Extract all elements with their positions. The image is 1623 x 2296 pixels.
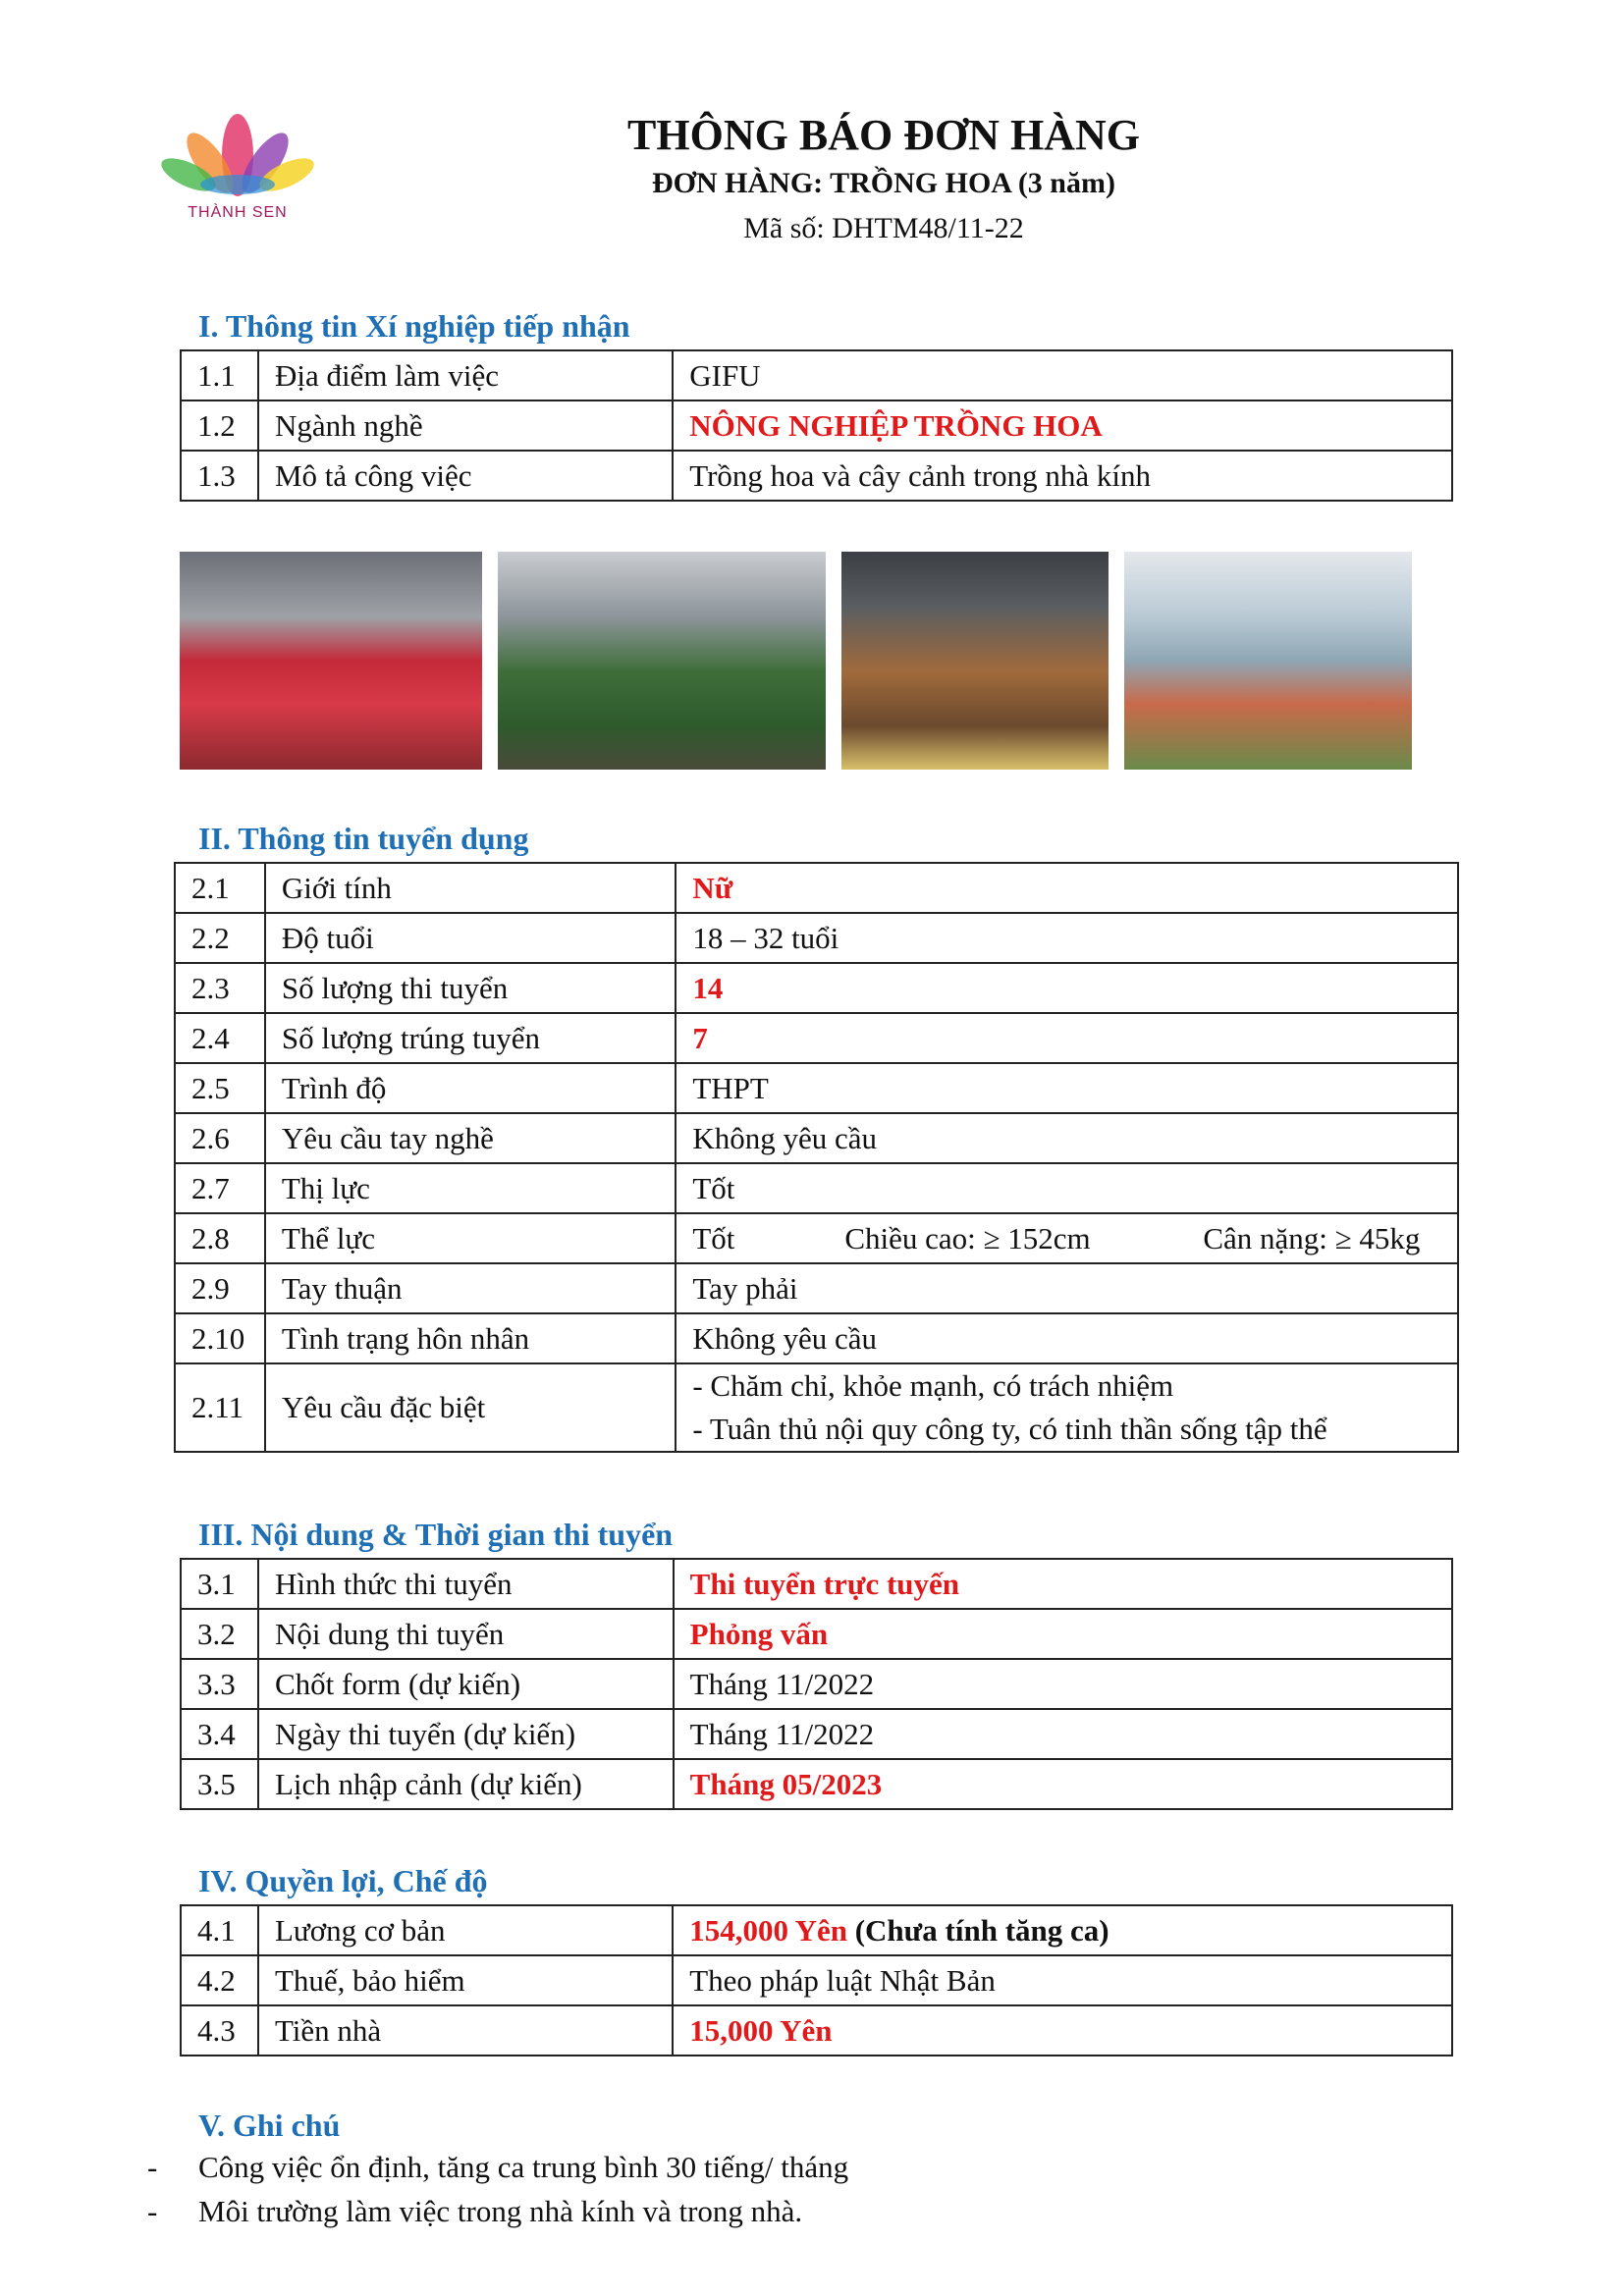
row-value: Tháng 05/2023 (674, 1759, 1452, 1809)
special-requirement-1: - Chăm chỉ, khỏe mạnh, có trách nhiệm (692, 1368, 1174, 1403)
special-requirement-2: - Tuân thủ nội quy công ty, có tinh thần sống tập thể (692, 1412, 1327, 1446)
row-number: 1.1 (181, 350, 258, 400)
logo-text: THÀNH SEN (188, 204, 288, 221)
row-label: Thị lực (265, 1163, 676, 1213)
row-value: Không yêu cầu (676, 1313, 1458, 1363)
row-number: 4.2 (181, 1955, 258, 2005)
row-label: Số lượng thi tuyển (265, 963, 676, 1013)
table-row (175, 963, 1458, 1013)
table-row (181, 2005, 1452, 2056)
row-number: 2.3 (175, 963, 265, 1013)
row-value-physical (676, 1213, 1458, 1263)
row-number: 3.4 (181, 1709, 258, 1759)
row-label: Thuế, bảo hiểm (258, 1955, 673, 2005)
physical-status: Tốt (692, 1220, 735, 1255)
table-row (175, 1113, 1458, 1163)
note-text: Môi trường làm việc trong nhà kính và trong nhà. (198, 2194, 803, 2228)
row-value: 18 – 32 tuổi (676, 913, 1458, 963)
note-text: Công việc ổn định, tăng ca trung bình 30 tiếng/ tháng (198, 2150, 849, 2184)
table-row (181, 451, 1452, 501)
document-code: Mã số: DHTM48/11-22 (743, 212, 1024, 244)
document-subtitle: ĐƠN HÀNG: TRỒNG HOA (3 năm) (652, 167, 1115, 199)
table-row (181, 350, 1452, 400)
table-row (175, 1363, 1458, 1452)
bullet-dash: - (147, 2150, 158, 2184)
weight-requirement: Cân nặng: ≥ 45kg (1203, 1220, 1421, 1255)
section-3-title: III. Nội dung & Thời gian thi tuyển (198, 1517, 674, 1552)
row-label: Tình trạng hôn nhân (265, 1313, 676, 1363)
row-number: 2.7 (175, 1163, 265, 1213)
photo-red-flowers (180, 552, 482, 770)
table-row (175, 1163, 1458, 1213)
row-label: Trình độ (265, 1063, 676, 1113)
photo-potting-work (841, 552, 1109, 770)
photo-flower-display (1124, 552, 1412, 770)
table-row (181, 400, 1452, 451)
row-label: Địa điểm làm việc (258, 350, 673, 400)
row-value: Không yêu cầu (676, 1113, 1458, 1163)
salary-note: (Chưa tính tăng ca) (846, 1912, 1109, 1948)
row-number: 3.3 (181, 1659, 258, 1709)
table-row (181, 1709, 1452, 1759)
section-2-title: II. Thông tin tuyển dụng (198, 821, 529, 856)
document-title: THÔNG BÁO ĐƠN HÀNG (627, 111, 1140, 159)
table-row (175, 1263, 1458, 1313)
row-label: Chốt form (dự kiến) (258, 1659, 674, 1709)
row-value: Tay phải (676, 1263, 1458, 1313)
recruitment-info-table (174, 862, 1459, 1453)
row-label: Lịch nhập cảnh (dự kiến) (258, 1759, 674, 1809)
row-number: 4.3 (181, 2005, 258, 2056)
row-label: Thể lực (265, 1213, 676, 1263)
row-number: 4.1 (181, 1905, 258, 1955)
section-1-title: I. Thông tin Xí nghiệp tiếp nhận (198, 308, 630, 344)
section-4-title: IV. Quyền lợi, Chế độ (198, 1863, 488, 1898)
row-label: Tiền nhà (258, 2005, 673, 2056)
row-number: 2.10 (175, 1313, 265, 1363)
row-label: Yêu cầu tay nghề (265, 1113, 676, 1163)
row-value: Tháng 11/2022 (674, 1709, 1452, 1759)
row-label: Ngày thi tuyển (dự kiến) (258, 1709, 674, 1759)
table-row (181, 1559, 1452, 1609)
table-row (175, 1313, 1458, 1363)
row-value: GIFU (673, 350, 1452, 400)
table-row (175, 1213, 1458, 1263)
table-row (175, 863, 1458, 913)
row-label: Số lượng trúng tuyển (265, 1013, 676, 1063)
row-value: Nữ (676, 863, 1458, 913)
salary-amount: 154,000 Yên (689, 1912, 847, 1948)
row-value: NÔNG NGHIỆP TRỒNG HOA (673, 400, 1452, 451)
row-label: Hình thức thi tuyển (258, 1559, 674, 1609)
row-label: Lương cơ bản (258, 1905, 673, 1955)
row-label: Mô tả công việc (258, 451, 673, 501)
row-label: Nội dung thi tuyển (258, 1609, 674, 1659)
row-number: 3.1 (181, 1559, 258, 1609)
row-number: 3.2 (181, 1609, 258, 1659)
table-row (175, 1013, 1458, 1063)
row-number: 2.2 (175, 913, 265, 963)
row-label: Yêu cầu đặc biệt (265, 1363, 676, 1452)
row-number: 2.11 (175, 1363, 265, 1452)
table-row (175, 1063, 1458, 1113)
row-number: 2.9 (175, 1263, 265, 1313)
photo-green-plants (498, 552, 826, 770)
benefits-table (180, 1904, 1453, 2056)
table-row (181, 1759, 1452, 1809)
row-value: Theo pháp luật Nhật Bản (673, 1955, 1452, 2005)
row-number: 3.5 (181, 1759, 258, 1809)
row-value: Thi tuyển trực tuyến (674, 1559, 1452, 1609)
row-number: 2.8 (175, 1213, 265, 1263)
table-row (181, 1659, 1452, 1709)
row-value-multiline (676, 1363, 1458, 1452)
row-value: Phỏng vấn (674, 1609, 1452, 1659)
company-info-table (180, 349, 1453, 502)
height-requirement: Chiều cao: ≥ 152cm (844, 1220, 1091, 1255)
row-value: Trồng hoa và cây cảnh trong nhà kính (673, 451, 1452, 501)
row-label: Ngành nghề (258, 400, 673, 451)
bullet-dash: - (147, 2194, 158, 2228)
table-row (181, 1905, 1452, 1955)
row-number: 2.5 (175, 1063, 265, 1113)
row-value: 15,000 Yên (673, 2005, 1452, 2056)
row-value: Tháng 11/2022 (674, 1659, 1452, 1709)
row-label: Giới tính (265, 863, 676, 913)
table-row (181, 1955, 1452, 2005)
exam-info-table (180, 1558, 1453, 1810)
row-value: Tốt (676, 1163, 1458, 1213)
row-value-salary (673, 1905, 1452, 1955)
row-value: 14 (676, 963, 1458, 1013)
row-number: 2.6 (175, 1113, 265, 1163)
section-5-title: V. Ghi chú (198, 2108, 341, 2143)
row-number: 1.3 (181, 451, 258, 501)
row-value: 7 (676, 1013, 1458, 1063)
row-label: Độ tuổi (265, 913, 676, 963)
row-value: THPT (676, 1063, 1458, 1113)
row-number: 2.4 (175, 1013, 265, 1063)
row-number: 2.1 (175, 863, 265, 913)
table-row (175, 913, 1458, 963)
row-number: 1.2 (181, 400, 258, 451)
row-label: Tay thuận (265, 1263, 676, 1313)
table-row (181, 1609, 1452, 1659)
